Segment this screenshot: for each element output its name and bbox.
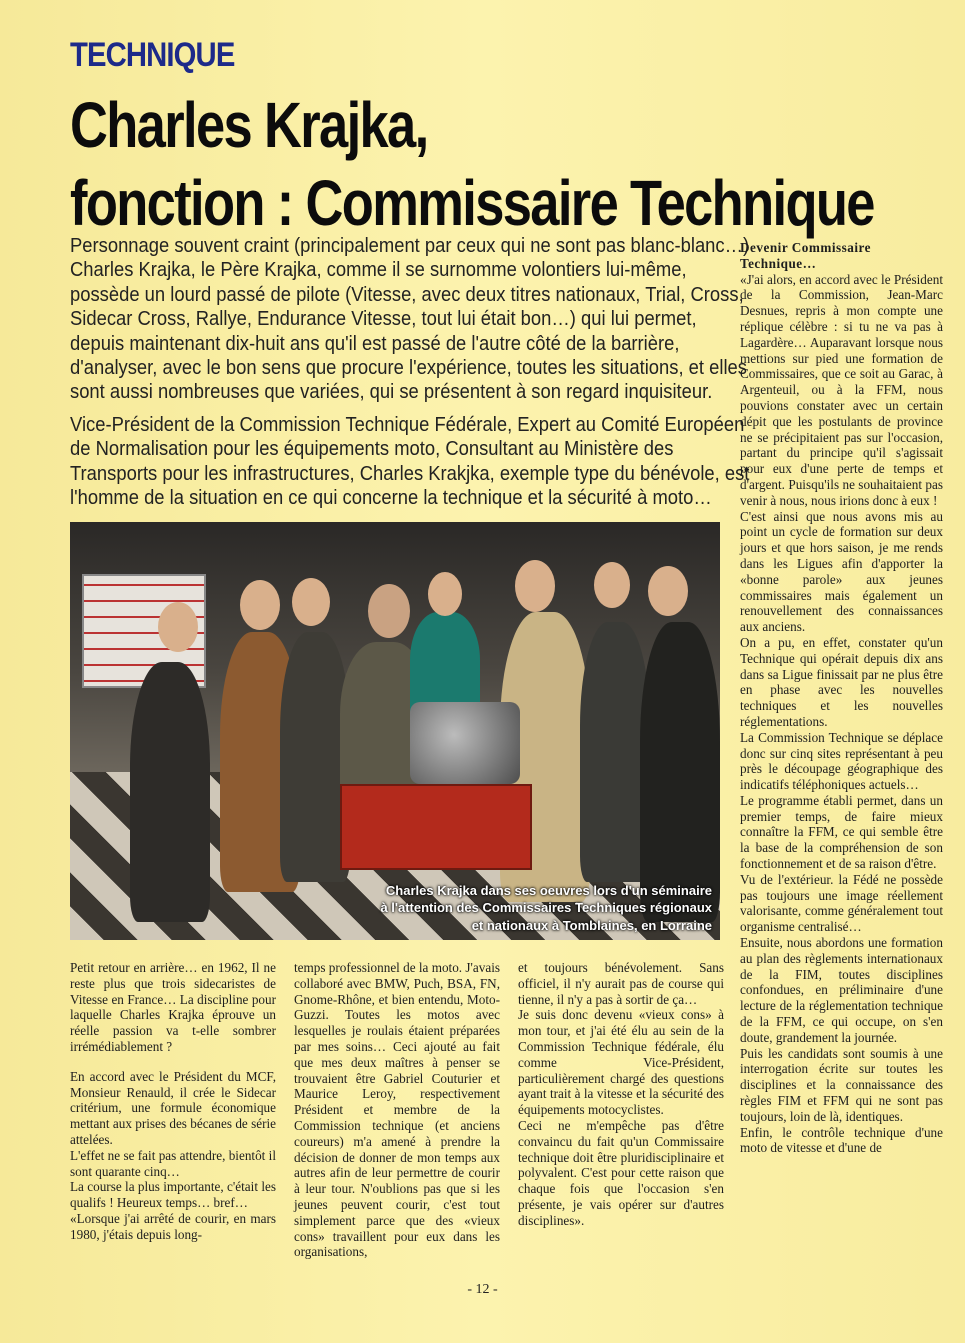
sidebar-column xyxy=(740,240,943,1156)
person-head xyxy=(648,566,688,616)
group-photo xyxy=(70,522,720,940)
article-column-2 xyxy=(294,960,500,1260)
column-paragraph: «Lorsque j'ai arrêté de courir, en mars 1980, j'étais depuis long- xyxy=(70,1210,276,1242)
headline-line-2: fonction : Commissaire Technique xyxy=(70,167,874,239)
intro-text xyxy=(70,234,770,518)
sidebar-heading: Devenir Commissaire Technique… xyxy=(740,240,871,271)
red-workbench xyxy=(340,784,532,870)
person-head xyxy=(594,562,630,608)
headline xyxy=(70,86,965,242)
intro-paragraph: Vice-Président de la Commission Technique Fédérale, Expert au Comité Européen de Normalisation pour les équipements moto, Consultant au Ministère des Transports pour les infrastructures, Charles Krakjka, exemple type du bénévole, est l'homme de la situation en ce qui concerne la technique et la sécurité à moto… xyxy=(70,413,750,510)
person-figure xyxy=(640,622,720,922)
caption-line-3: et nationaux à Tomblaines, en Lorraine xyxy=(471,917,712,933)
sidebar-paragraph: Enfin, le contrôle technique d'une moto de vitesse et d'une de xyxy=(740,1124,943,1156)
motorcycle-engine xyxy=(410,702,520,784)
sidebar-paragraph: Le programme établi permet, dans un premier temps, de faire mieux connaître la FFM, ce qui semble être la base de la compréhension de son fonctionnement et de sa raison d'être. xyxy=(740,792,943,872)
person-head xyxy=(240,580,280,630)
person-head xyxy=(292,578,330,626)
column-paragraph: et toujours bénévolement. Sans officiel, il n'y aurait pas de course qui tienne, il n'y a pas à sortir de ça… xyxy=(518,960,724,1007)
sidebar-paragraph: Puis les candidats sont soumis à une interrogation écrite sur toutes les disciplines et la connaissance des règles FIM et FFM qui ne sont pas toujours, loin de là, identiques. xyxy=(740,1045,943,1124)
column-paragraph: Ceci ne m'empêche pas d'être convaincu du fait qu'un Commissaire technique doit être pluridisciplinaire et polyvalent. C'est pour cette raison que chaque fois que l'occasion s'en présente, je vais opérer sur d'autres disciplines». xyxy=(518,1117,724,1228)
page-number: - 12 - xyxy=(467,1282,498,1297)
person-head xyxy=(515,560,555,612)
photo-caption xyxy=(380,882,712,935)
person-head xyxy=(158,602,198,652)
person-figure xyxy=(130,662,210,922)
column-paragraph: temps professionnel de la moto. J'avais collaboré avec BMW, Puch, BSA, FN, Gnome-Rhône, et bien entendu, Moto-Guzzi. Toutes les motos avec lesquelles je roulais étaient préparées par mes soins… Ceci ajouté au fait que mes deux maîtres à penser se trouvaient être Gabriel Couturier et Maurice Leroy, respectivement Président et membre de la Commission technique (et anciens coureurs) m'a amené à prendre la décision de donner de mon temps aux autres afin de leur permettre de courir à leur tour. N'oublions pas que si les jeunes peuvent courir, c'est tout simplement parce que des «vieux cons» travaillent pour eux dans les organisations, xyxy=(294,960,501,1260)
sidebar-paragraph: La Commission Technique se déplace donc sur cinq sites représentant à peu près le découpage géographique des indicatifs téléphoniques actuels… xyxy=(740,729,943,793)
caption-line-1: Charles Krajka dans ses oeuvres lors d'un séminaire xyxy=(385,882,712,898)
column-paragraph: En accord avec le Président du MCF, Monsieur Renauld, il crée le Sidecar critérium, une formule économique mettant aux prises des bécanes de série attelées. xyxy=(70,1068,276,1147)
sidebar-paragraph: On a pu, en effet, constater qu'un Technique qui opérait depuis dix ans dans sa Ligue finissait par ne plus être en phase avec les nouvelles techniques et les nouvelles réglementations. xyxy=(740,634,943,729)
sidebar-paragraph: Ensuite, nous abordons une formation au plan des règlements internationaux de la FIM, toutes disciplines confondues, en préliminaire d'une lecture de la réglementation technique de la FFM, ce qui occupe, on s'en doute, grandement la journée. xyxy=(740,935,943,1045)
intro-paragraph: Personnage souvent craint (principalement par ceux qui ne sont pas blanc-blanc…) Charles Krajka, le Père Krajka, comme il se surnomme volontiers lui-même, possède un lourd passé de pilote (Vitesse, avec deux titres nationaux, Trial, Cross, Sidecar Cross, Rallye, Endurance Vitesse, tout lui était bon…) qui lui permet, depuis maintenant dix-huit ans qu'il est passé de l'autre côté de la barrière, d'analyser, avec le bon sens que procure l'expérience, toutes les situations, et elles sont aussi nombreuses que variées, qui se présentent à son regard inquisiteur. xyxy=(70,235,750,404)
article-column-1 xyxy=(70,960,276,1243)
sidebar-paragraph: «J'ai alors, en accord avec le Président de la Commission, Jean-Marc Desnues, repris à mon compte une réplique célèbre : si tu ne va pas à Lagardère… Auparavant lorsque nous mettions sur pied une formation de Commissaires, que ce soit au Garac, à Argenteuil, ou à la FFM, nous pouvions constater avec un certain dépit que les postulants de province ne se précipitaient pas sur l'occasion, partant du principe qu'il s'agissait pour eux d'une perte de temps et d'argent. Puisqu'ils ne souhaitaient pas venir à nous, nous irions donc à eux ! xyxy=(740,271,943,508)
headline-line-1: Charles Krajka, xyxy=(70,89,428,161)
person-head xyxy=(428,572,462,616)
article-column-3 xyxy=(518,960,724,1229)
column-paragraph: Petit retour en arrière… en 1962, Il ne reste plus que trois sidecaristes de Vitesse en France… La discipline pour laquelle Charles Krajka éprouve un réelle passion va t-elle sombrer irrémédiablement ? xyxy=(70,960,276,1054)
person-head xyxy=(368,584,410,638)
section-label: TECHNIQUE xyxy=(70,36,235,74)
column-paragraph: Je suis donc devenu «vieux cons» à mon tour, et j'ai été élu au sein de la Commission Technique fédérale, élu comme Vice-Président, particulièrement chargé des questions ayant trait à la vitesse et la sécurité des équipements motocyclistes. xyxy=(518,1007,724,1118)
sidebar-paragraph: C'est ainsi que nous avons mis au point un cycle de formation sur deux jours et que hors saison, je me rends dans les Ligues afin d'apporter la «bonne parole» aux jeunes commissaires mais également un renouvellement des connaissances aux anciens. xyxy=(740,508,943,635)
sidebar-paragraph: Vu de l'extérieur. la Fédé ne possède pas toujours une image réellement valorisante, comme généralement tout organisme centralisé… xyxy=(740,871,943,935)
column-paragraph: La course la plus importante, c'était les qualifs ! Heureux temps… bref… xyxy=(70,1179,276,1211)
column-paragraph: L'effet ne se fait pas attendre, bientôt il sont quarante cinq… xyxy=(70,1147,276,1179)
caption-line-2: à l'attention des Commissaires Techniques régionaux xyxy=(380,900,712,915)
